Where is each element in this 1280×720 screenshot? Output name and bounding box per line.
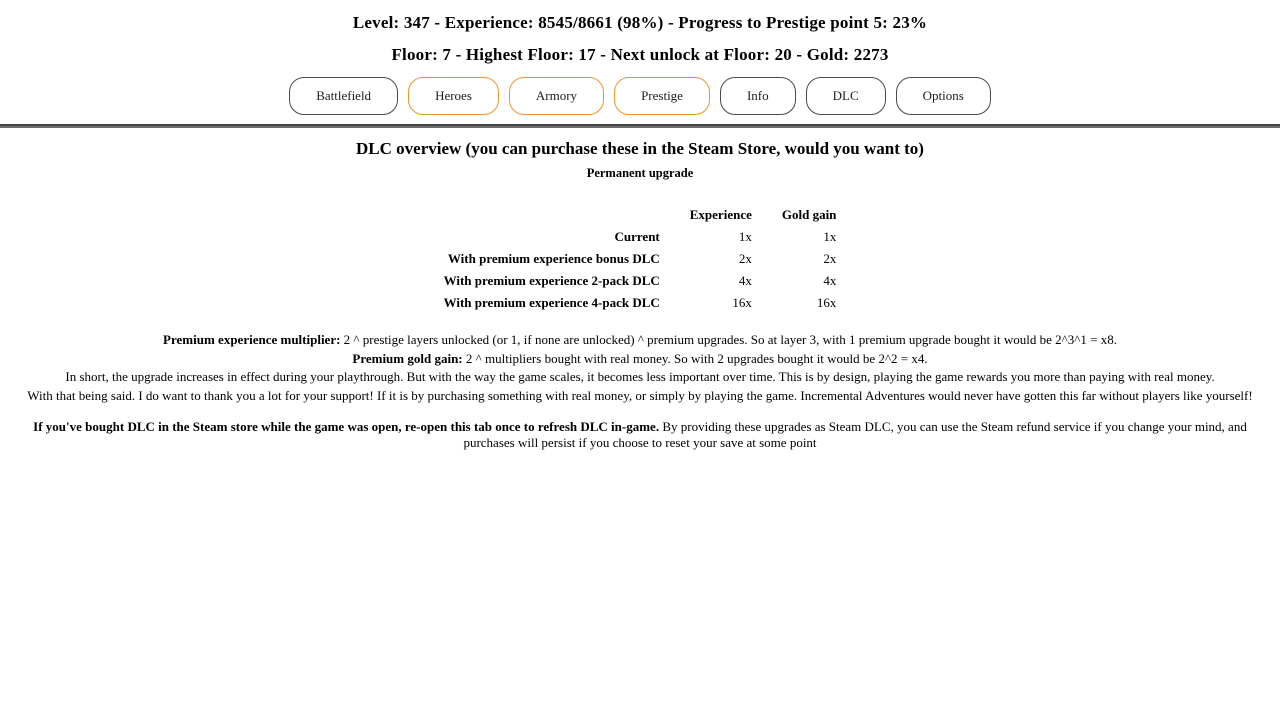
col-experience: Experience bbox=[689, 207, 752, 222]
floor-status-line: Floor: 7 - Highest Floor: 17 - Next unlock at Floor: 20 - Gold: 2273 bbox=[391, 45, 889, 64]
experience-value: 1x bbox=[738, 229, 752, 244]
tab-info[interactable]: Info bbox=[720, 77, 796, 115]
row-label: With premium experience 4-pack DLC bbox=[443, 295, 660, 310]
note-thanks bbox=[8, 388, 1272, 404]
note-gold-gain-label: Premium gold gain: bbox=[352, 350, 463, 366]
level-status-line: Level: 347 - Experience: 8545/8661 (98%) - Progress to Prestige point 5: 23% bbox=[352, 13, 928, 32]
tab-prestige[interactable]: Prestige bbox=[614, 77, 710, 115]
experience-value: 2x bbox=[738, 251, 752, 266]
note-exp-multiplier-label: Premium experience multiplier: bbox=[163, 332, 341, 347]
tab-battlefield[interactable]: Battlefield bbox=[289, 77, 398, 115]
table-row bbox=[444, 292, 837, 314]
table-row bbox=[444, 248, 837, 270]
note-gold-gain bbox=[8, 351, 1272, 367]
note-exp-multiplier bbox=[8, 332, 1272, 348]
page-title: DLC overview (you can purchase these in the Steam Store, would you want to) bbox=[356, 139, 924, 158]
note-thanks-text: With that being said. I do want to thank you a lot for your support! If it is by purchasing something with real money, or simply by playing the game. Incremental Adventures would never have gotten this far without players like yourself! bbox=[27, 387, 1253, 403]
tab-dlc[interactable]: DLC bbox=[806, 77, 886, 115]
note-refresh-text: By providing these upgrades as Steam DLC, you can use the Steam refund service if you change your mind, and purchases will persist if you choose to reset your save at some point bbox=[463, 418, 1247, 450]
table-row bbox=[444, 226, 837, 248]
row-label: With premium experience 2-pack DLC bbox=[443, 273, 660, 288]
note-exp-multiplier-text: 2 ^ prestige layers unlocked (or 1, if none are unlocked) ^ premium upgrades. So at layer 3, with 1 premium upgrade bought it would be 2^3^1 = x8. bbox=[340, 332, 1117, 347]
gold-gain-value: 16x bbox=[816, 295, 837, 310]
dlc-notes bbox=[8, 332, 1272, 451]
row-label: Current bbox=[614, 229, 660, 244]
gold-gain-value: 4x bbox=[823, 273, 837, 288]
status-header bbox=[0, 0, 1280, 115]
note-in-short bbox=[8, 369, 1272, 385]
experience-value: 16x bbox=[732, 295, 752, 310]
table-row bbox=[444, 270, 837, 292]
col-blank bbox=[444, 204, 660, 226]
row-label: With premium experience bonus DLC bbox=[447, 251, 660, 266]
note-refresh bbox=[8, 419, 1272, 451]
table-header-row bbox=[444, 204, 837, 226]
col-gold-gain: Gold gain bbox=[781, 207, 837, 222]
note-gold-gain-text: 2 ^ multipliers bought with real money. So with 2 upgrades bought it would be 2^2 = x4. bbox=[462, 350, 928, 366]
tab-options[interactable]: Options bbox=[896, 77, 991, 115]
dlc-panel bbox=[0, 139, 1280, 451]
note-refresh-label: If you've bought DLC in the Steam store while the game was open, re-open this tab once to refresh DLC in-game. bbox=[33, 418, 660, 434]
dlc-multiplier-table bbox=[444, 204, 837, 314]
tab-armory[interactable]: Armory bbox=[509, 77, 604, 115]
experience-value: 4x bbox=[738, 273, 752, 288]
note-in-short-text: In short, the upgrade increases in effect during your playthrough. But with the way the game scales, it becomes less important over time. This is by design, playing the game rewards you more than paying with real money. bbox=[65, 369, 1215, 384]
header-divider bbox=[0, 124, 1280, 128]
tab-heroes[interactable]: Heroes bbox=[408, 77, 499, 115]
section-subtitle: Permanent upgrade bbox=[586, 166, 694, 180]
tab-bar bbox=[0, 77, 1280, 115]
gold-gain-value: 2x bbox=[823, 251, 837, 266]
gold-gain-value: 1x bbox=[823, 229, 837, 244]
